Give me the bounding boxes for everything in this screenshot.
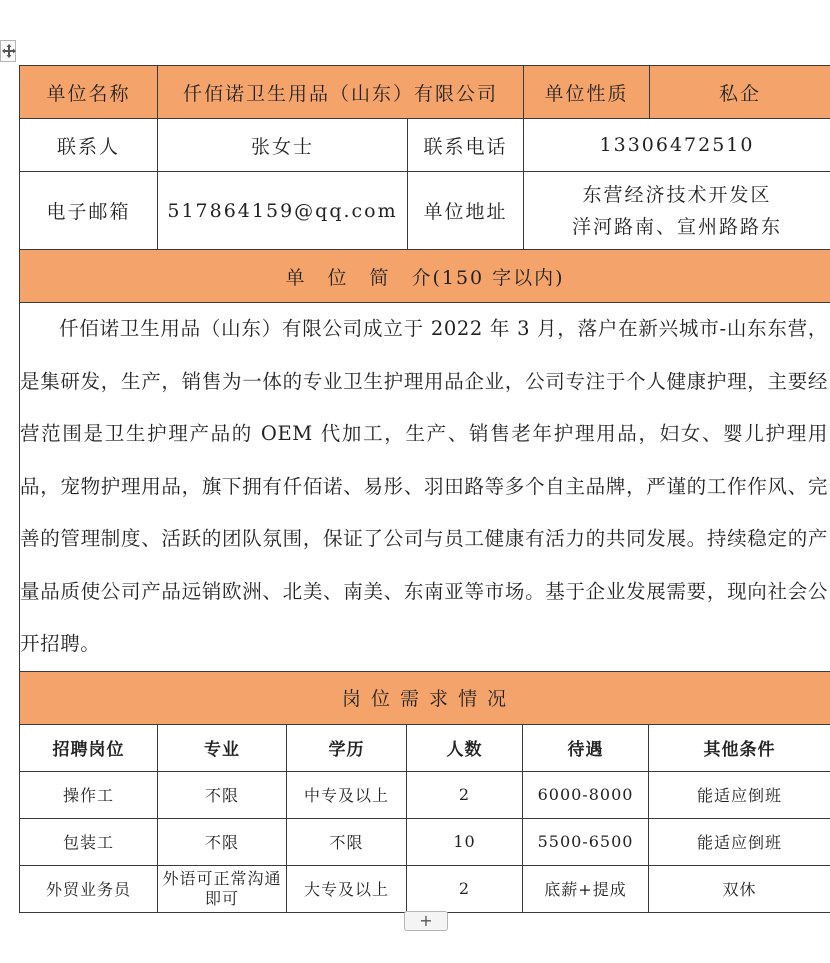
recruitment-sheet [19,65,830,913]
table-row [20,818,830,865]
job-education: 中专及以上 [287,771,407,818]
contact-label: 联系人 [20,119,158,172]
job-headcount: 2 [407,771,523,818]
address-line-2: 洋河路南、宣州路路东 [572,215,783,238]
job-other: 双休 [649,865,830,912]
email-label: 电子邮箱 [20,172,158,250]
address-line-1: 东营经济技术开发区 [582,183,772,206]
job-major: 外语可正常沟通即可 [158,865,287,912]
address-value [524,172,830,250]
add-row-button[interactable]: + [404,911,448,931]
col-header-education: 学历 [287,724,407,771]
job-other: 能适应倒班 [649,818,830,865]
table-move-handle[interactable] [0,40,16,62]
col-header-salary: 待遇 [523,724,649,771]
job-position: 外贸业务员 [20,865,158,912]
company-info-table [19,65,830,725]
company-nature: 私企 [650,66,830,119]
job-major: 不限 [158,818,287,865]
job-salary: 6000-8000 [523,771,649,818]
col-header-major: 专业 [158,724,287,771]
job-position: 操作工 [20,771,158,818]
job-major: 不限 [158,771,287,818]
job-position: 包装工 [20,818,158,865]
address-label: 单位地址 [408,172,524,250]
company-name-label: 单位名称 [20,66,158,119]
jobs-heading: 岗 位 需 求 情 况 [20,671,830,724]
intro-body [20,303,830,672]
job-education: 不限 [287,818,407,865]
intro-text: 仟佰诺卫生用品（山东）有限公司成立于 2022 年 3 月，落户在新兴城市-山东东营，是集研发，生产，销售为一体的专业卫生护理用品企业，公司专注于个人健康护理，主要经营范围是卫生护理产品的 OEM 代加工，生产、销售老年护理用品，妇女、婴儿护理用品，宠物护理用品，旗下拥有仟佰诺、易彤、羽田路等多个自主品牌，严谨的工作作风、完善的管理制度、活跃的团队氛围，保证了公司与员工健康有活力的共同发展。持续稳定的产量品质使公司产品远销欧洲、北美、南美、东南亚等市场。基于企业发展需要，现向社会公开招聘。 [20,317,829,655]
col-header-position: 招聘岗位 [20,724,158,771]
job-headcount: 10 [407,818,523,865]
jobs-header-row [20,724,830,771]
email-value: 517864159@qq.com [158,172,408,250]
phone-value: 13306472510 [524,119,830,172]
col-header-headcount: 人数 [407,724,523,771]
job-headcount: 2 [407,865,523,912]
move-icon [2,44,16,58]
table-row [20,865,830,912]
contact-value: 张女士 [158,119,408,172]
col-header-other: 其他条件 [649,724,830,771]
job-salary: 底薪+提成 [523,865,649,912]
jobs-table [19,724,830,913]
job-salary: 5500-6500 [523,818,649,865]
job-education: 大专及以上 [287,865,407,912]
company-name: 仟佰诺卫生用品（山东）有限公司 [158,66,524,119]
table-row [20,771,830,818]
company-nature-label: 单位性质 [524,66,650,119]
phone-label: 联系电话 [408,119,524,172]
job-other: 能适应倒班 [649,771,830,818]
intro-heading: 单 位 简 介(150 字以内) [20,250,830,303]
